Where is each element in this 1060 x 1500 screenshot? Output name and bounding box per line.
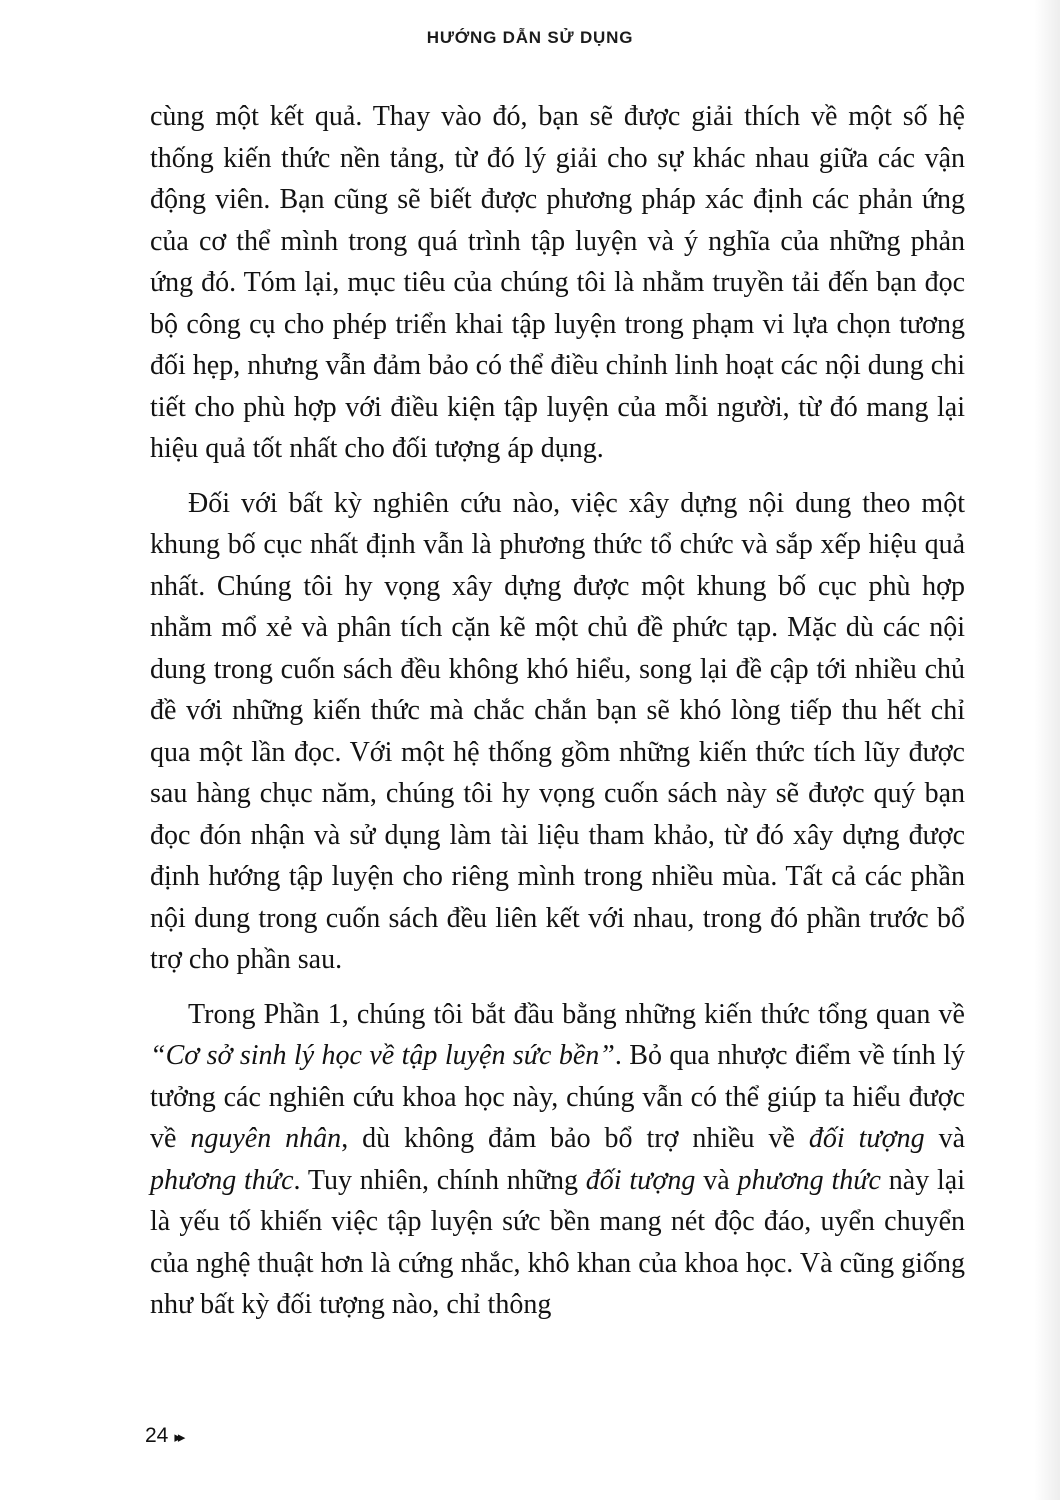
scan-edge-shadow [1034,0,1060,1500]
page-footer [145,1424,185,1448]
page-marker-icon: ▸▸ [174,1429,182,1446]
running-header: HƯỚNG DẪN SỬ DỤNG [426,28,634,47]
paragraph-3: Trong Phần 1, chúng tôi bắt đầu bằng những kiến thức tổng quan về “Cơ sở sinh lý học về tập luyện sức bền”. Bỏ qua nhược điểm về tính lý tưởng các nghiên cứu khoa học này, chúng vẫn có thể giúp ta hiểu được về nguyên nhân, dù không đảm bảo bổ trợ nhiều về đối tượng và phương thức. Tuy nhiên, chính những đối tượng và phương thức này lại là yếu tố khiến việc tập luyện sức bền mang nét độc đáo, uyển chuyển của nghệ thuật hơn là cứng nhắc, khô khan của khoa học. Và cũng giống như bất kỳ đối tượng nào, chỉ thông [150,998,965,1320]
paragraph-2: Đối với bất kỳ nghiên cứu nào, việc xây dựng nội dung theo một khung bố cục nhất định vẫn là phương thức tổ chức và sắp xếp hiệu quả nhất. Chúng tôi hy vọng xây dựng được một khung bố cục phù hợp nhằm mổ xẻ và phân tích cặn kẽ một chủ đề phức tạp. Mặc dù các nội dung trong cuốn sách đều không khó hiểu, song lại đề cập tới nhiều chủ đề với những kiến thức mà chắc chắn bạn sẽ khó lòng tiếp thu hết chỉ qua một lần đọc. Với một hệ thống gồm những kiến thức tích lũy được sau hàng chục năm, chúng tôi hy vọng cuốn sách này sẽ được quý bạn đọc đón nhận và sử dụng làm tài liệu tham khảo, từ đó xây dựng được định hướng tập luyện cho riêng mình trong nhiều mùa. Tất cả các phần nội dung trong cuốn sách đều liên kết với nhau, trong đó phần trước bổ trợ cho phần sau. [150,487,965,975]
page-body [150,96,965,1339]
paragraph-1: cùng một kết quả. Thay vào đó, bạn sẽ được giải thích về một số hệ thống kiến thức nền tảng, từ đó lý giải cho sự khác nhau giữa các vận động viên. Bạn cũng sẽ biết được phương pháp xác định các phản ứng của cơ thể mình trong quá trình tập luyện và ý nghĩa của những phản ứng đó. Tóm lại, mục tiêu của chúng tôi là nhằm truyền tải đến bạn đọc bộ công cụ cho phép triển khai tập luyện trong phạm vi lựa chọn tương đối hẹp, nhưng vẫn đảm bảo có thể điều chỉnh linh hoạt các nội dung chi tiết cho phù hợp với điều kiện tập luyện của mỗi người, từ đó mang lại hiệu quả tốt nhất cho đối tượng áp dụng. [150,101,965,464]
page-number: 24 [145,1424,169,1447]
